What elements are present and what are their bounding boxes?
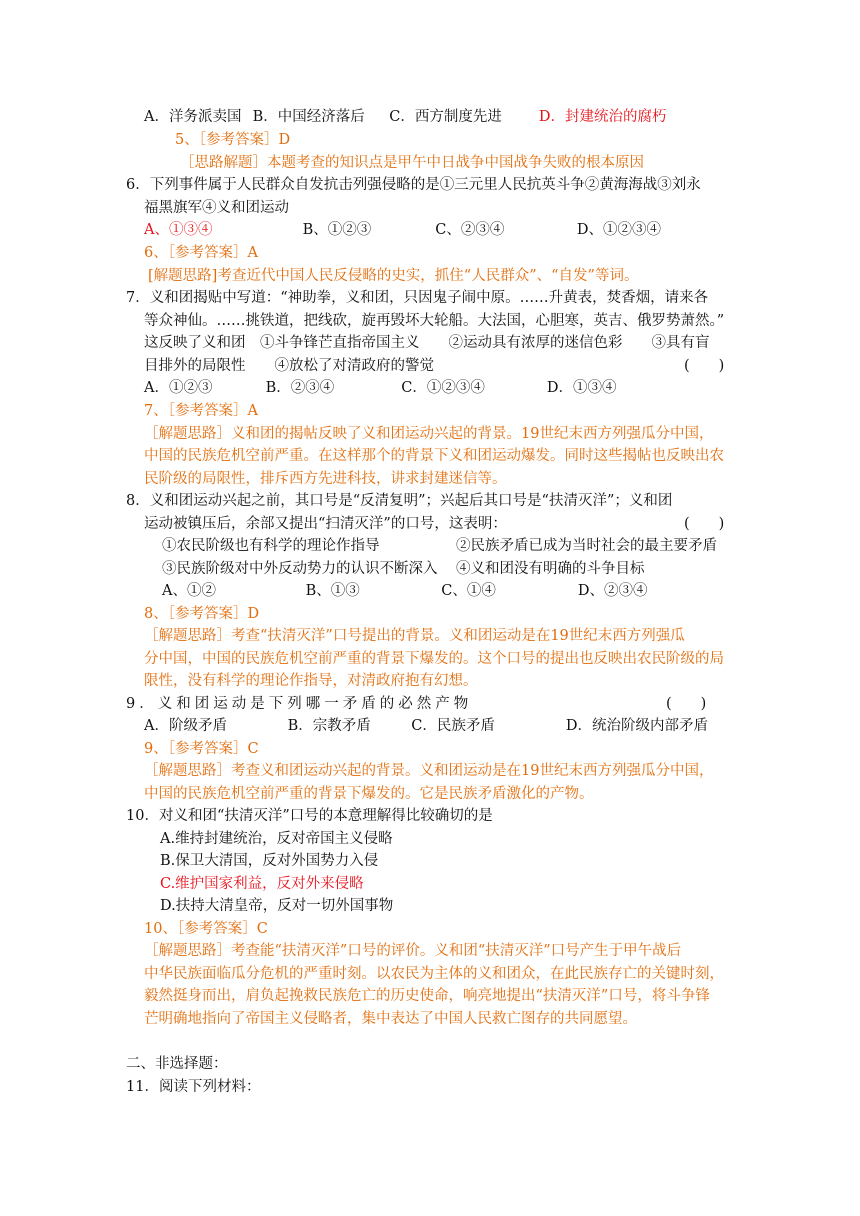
q6-option-c: C、②③④ [435, 222, 505, 238]
q7-option-c: C．①②③④ [401, 380, 485, 396]
q10-explanation-line-2: 中华民族面临瓜分危机的严重时刻。以农民为主体的义和团众，在此民族存亡的关键时刻， [144, 966, 724, 982]
q10-stem: 10．对义和团“扶清灭洋”口号的本意理解得比较确切的是 [126, 808, 493, 824]
q11-stem: 11．阅读下列材料： [126, 1079, 261, 1095]
q7-stem-line-2: 等众神仙。……挑铁道，把线砍，旋再毁坏大轮船。大法国，心胆寒，英吉、俄罗势萧然。” [144, 313, 725, 329]
q8-statement-4: ④义和团没有明确的斗争目标 [456, 561, 645, 577]
q5-answer: 5、［参考答案］D [175, 132, 291, 148]
q8-option-a: A、①② [162, 583, 216, 599]
q9-options [144, 715, 708, 737]
q5-option-a: A．洋务派卖国 [144, 109, 242, 125]
q9-option-c: C．民族矛盾 [411, 718, 495, 734]
q8-answer: 8、［参考答案］D [144, 606, 260, 622]
q10-explanation-line-3: 毅然挺身而出，肩负起挽救民族危亡的历史使命，响亮地提出“扶清灭洋”口号，将斗争锋 [144, 988, 710, 1004]
q6-option-d: D、①②③④ [576, 222, 661, 238]
q8-explanation-line-2: 分中国，中国的民族危机空前严重的背景下爆发的。这个口号的提出也反映出农民阶级的局 [144, 651, 724, 667]
q5-option-b: B．中国经济落后 [252, 109, 365, 125]
q6-option-b: B、①②③ [302, 222, 372, 238]
q8-option-c: C、①④ [441, 583, 496, 599]
q10-option-c-correct: C.维护国家利益，反对外来侵略 [160, 876, 364, 892]
q8-option-d: D、②③④ [577, 583, 648, 599]
q10-option-d: D.扶持大清皇帝，反对一切外国事物 [160, 898, 394, 914]
q9-explanation-line-2: 中国的民族危机空前严重的背景下爆发的。它是民族矛盾激化的产物。 [144, 786, 594, 802]
q7-explanation-line-3: 民阶级的局限性，排斥西方先进科技，讲求封建迷信等。 [144, 471, 507, 487]
q8-stem-line-1: 8．义和团运动兴起之前，其口号是“反清复明”；兴起后其口号是“扶清灭洋”；义和团 [126, 493, 673, 509]
q9-explanation-line-1: ［解题思路］考查义和团运动兴起的背景。义和团运动是在19世纪末西方列强瓜分中国， [144, 763, 714, 779]
q7-option-a: A．①②③ [144, 380, 213, 396]
q7-explanation-line-2: 中国的民族危机空前严重。在这样那个的背景下义和团运动爆发。同时这些揭帖也反映出农 [144, 448, 724, 464]
q7-option-d: D．①③④ [546, 380, 617, 396]
q6-stem-line-1: 6．下列事件属于人民群众自发抗击列强侵略的是①三元里人民抗英斗争②黄海海战③刘永 [126, 177, 701, 193]
q8-statement-1: ①农民阶级也有科学的理论作指导 [162, 538, 380, 554]
q7-answer: 7、［参考答案］A [144, 403, 258, 419]
q8-explanation-line-3: 限性，没有科学的理论作指导，对清政府抱有幻想。 [144, 673, 478, 689]
q5-option-c: C．西方制度先进 [389, 109, 502, 125]
q7-option-b: B．②③④ [265, 380, 335, 396]
q7-stem-line-1: 7．义和团揭贴中写道：“神助拳，义和团，只因鬼子闹中原。……升黄表，焚香烟，请来各 [126, 290, 709, 306]
q7-stem-line-4: 目排外的局限性 ④放松了对清政府的警觉 [144, 358, 434, 374]
q9-option-a: A．阶级矛盾 [144, 718, 227, 734]
q9-option-d: D．统治阶级内部矛盾 [565, 718, 708, 734]
q6-answer: 6、［参考答案］A [144, 245, 258, 261]
q7-stem-line-3: 这反映了义和团 ①斗争锋芒直指帝国主义 ②运动具有浓厚的迷信色彩 ③具有盲 [144, 335, 710, 351]
q8-explanation-line-1: ［解题思路］考查“扶清灭洋”口号提出的背景。义和团运动是在19世纪末西方列强瓜 [144, 628, 685, 644]
q7-options [144, 377, 616, 399]
q8-statement-3: ③民族阶级对中外反动势力的认识不断深入 [162, 561, 438, 577]
q7-explanation-line-1: ［解题思路］义和团的揭帖反映了义和团运动兴起的背景。19世纪末西方列强瓜分中国， [144, 426, 714, 442]
q10-explanation-line-4: 芒明确地指向了帝国主义侵略者，集中表达了中国人民救亡图存的共同愿望。 [144, 1011, 637, 1027]
q9-answer-blank: ( ) [666, 696, 707, 712]
q6-option-a-correct: A、①③④ [144, 222, 213, 238]
q10-option-a: A.维持封建统治，反对帝国主义侵略 [160, 831, 393, 847]
q5-option-d-correct: D．封建统治的腐朽 [538, 109, 667, 125]
q7-answer-blank: ( ) [684, 358, 725, 374]
q9-answer: 9、［参考答案］C [144, 741, 259, 757]
q10-explanation-line-1: ［解题思路］考查能“扶清灭洋”口号的评价。义和团“扶清灭洋”口号产生于甲午战后 [144, 943, 682, 959]
section-heading: 二、非选择题： [126, 1056, 228, 1072]
q6-stem-line-2: 福黑旗军④义和团运动 [144, 200, 289, 216]
q9-option-b: B．宗教矛盾 [287, 718, 371, 734]
q8-answer-blank: ( ) [684, 516, 725, 532]
q8-statement-2: ②民族矛盾已成为当时社会的最主要矛盾 [456, 538, 717, 554]
q10-answer: 10、［参考答案］C [144, 921, 268, 937]
q8-stem-line-2: 运动被镇压后，余部又提出“扫清灭洋”的口号，这表明： [144, 516, 507, 532]
q10-option-b: B.保卫大清国，反对外国势力入侵 [160, 853, 379, 869]
q5-explanation: ［思路解题］本题考查的知识点是甲午中日战争中国战争失败的根本原因 [180, 155, 644, 171]
q5-options [144, 106, 666, 128]
q8-option-b: B、①③ [305, 583, 360, 599]
q8-options [162, 580, 647, 602]
q9-stem: 9．义和团运动是下列哪一矛盾的必然产物 [126, 696, 473, 712]
q6-explanation: [解题思路]考查近代中国人民反侵略的史实，抓住“人民群众”、“自发”等词。 [148, 268, 639, 284]
q6-options [144, 219, 661, 241]
